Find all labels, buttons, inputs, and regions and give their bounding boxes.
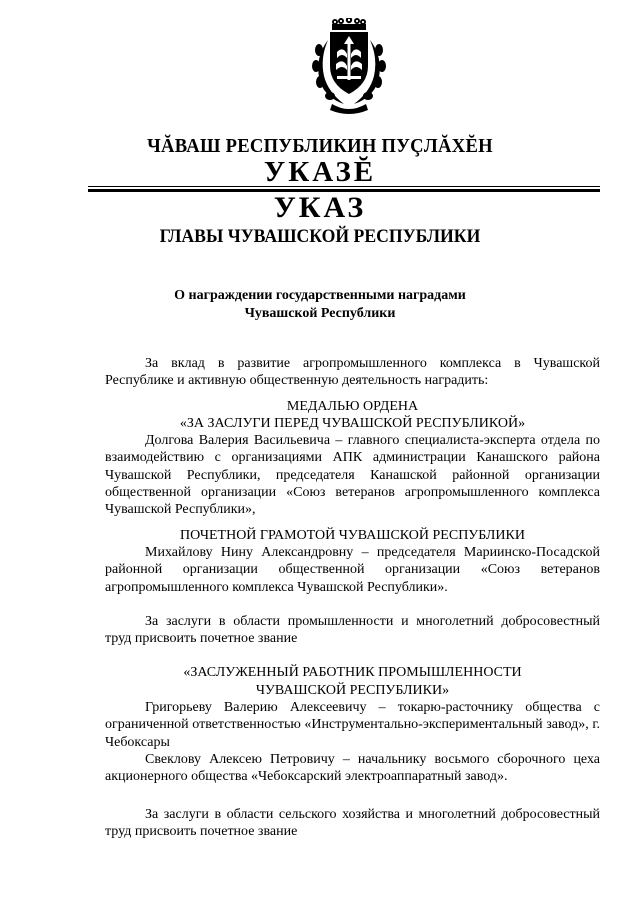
industry-intro-paragraph: За заслуги в области промышленности и многолетний добросовестный труд присвоить почетное звание [105, 613, 600, 647]
decree-subject [0, 287, 640, 323]
medal-title-line-1: МЕДАЛЬЮ ОРДЕНА [286, 398, 419, 414]
decree-subject-line-1: О награждении государственными наградами [174, 288, 466, 303]
industry-recipient-2-paragraph: Свеклову Алексею Петровичу – начальнику восьмого сборочного цеха акционерного общества «Чебоксарский электроаппаратный завод». [105, 751, 600, 785]
industry-title-line-2: ЧУВАШСКОЙ РЕСПУБЛИКИ» [255, 682, 450, 698]
industry-title-line-1: «ЗАСЛУЖЕННЫЙ РАБОТНИК ПРОМЫШЛЕННОСТИ [183, 665, 522, 681]
chuvash-authority-title: ЧĂВАШ РЕСПУБЛИКИН ПУÇЛĂХĔН [147, 135, 493, 157]
industry-recipient-1-paragraph: Григорьеву Валерию Алексеевичу – токарю-расточнику общества с ограниченной ответственностью «Инструментально-экспериментальный завод», г. Чебоксары [105, 700, 600, 750]
russian-authority-title: ГЛАВЫ ЧУВАШСКОЙ РЕСПУБЛИКИ [159, 226, 481, 247]
header-divider-thin [88, 186, 600, 187]
gramota-recipient-paragraph: Михайлову Нину Александровну – председателя Мариинско-Посадской районной организации общественной организации «Союз ветеранов агропромышленного комплекса Чувашской Республики». [105, 544, 600, 595]
decree-body [105, 355, 600, 840]
russian-decree-word: УКАЗ [273, 191, 367, 224]
chuvash-decree-word: УКАЗĔ [263, 156, 377, 188]
medal-recipient-paragraph: Долгова Валерия Васильевича – главного специалиста-эксперта отдела по взаимодействию с организациями АПК администрации Канашского района Чувашской Республики, председателя Канашской районной организации общественной организации «Союз ветеранов агропромышленного комплекса Чувашской Республики», [105, 433, 600, 518]
decree-subject-line-2: Чувашской Республики [244, 306, 396, 321]
intro-paragraph: За вклад в развитие агропромышленного комплекса в Чувашской Республике и активную общественную деятельность наградить: [105, 356, 600, 389]
coat-of-arms-emblem [310, 18, 388, 118]
gramota-title: ПОЧЕТНОЙ ГРАМОТОЙ ЧУВАШСКОЙ РЕСПУБЛИКИ [180, 527, 525, 543]
medal-title-line-2: «ЗА ЗАСЛУГИ ПЕРЕД ЧУВАШСКОЙ РЕСПУБЛИКОЙ» [179, 415, 526, 431]
agri-intro-paragraph: За заслуги в области сельского хозяйства и многолетний добросовестный труд присвоить почетное звание [105, 806, 600, 839]
